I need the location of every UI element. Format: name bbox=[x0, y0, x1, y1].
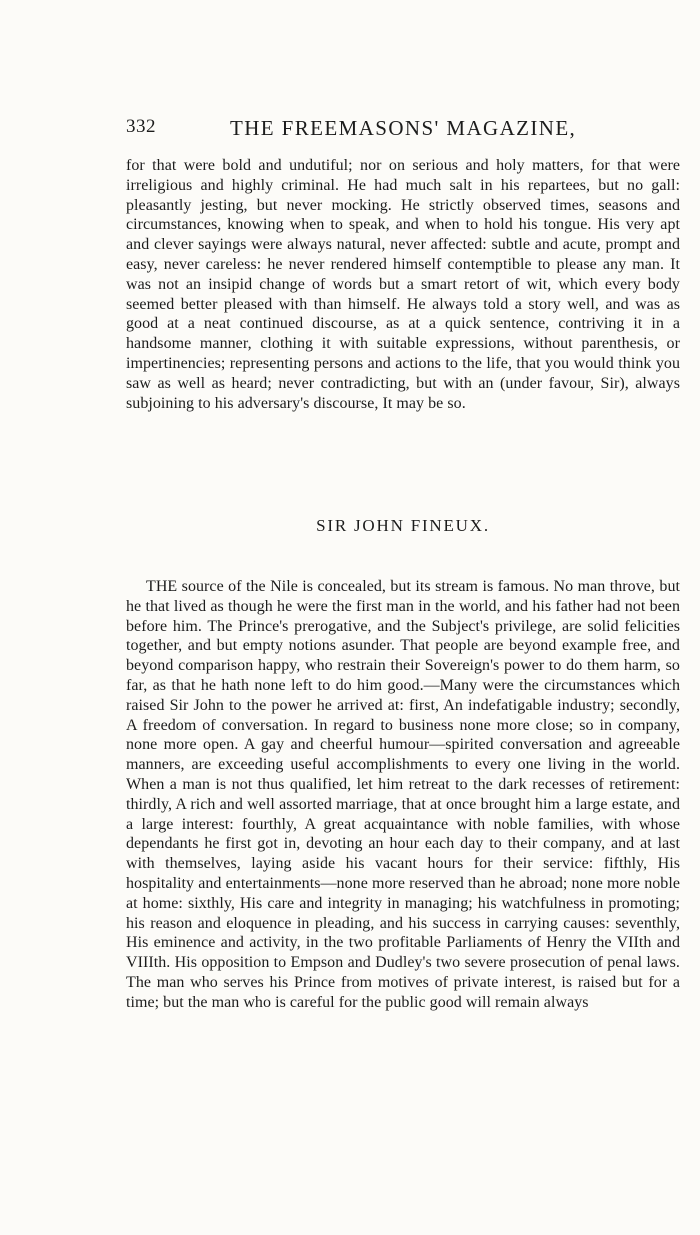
continued-paragraph: for that were bold and undutiful; nor on serious and holy matters, for that were irreligious and highly criminal. He had much salt in his repartees, but no gall: pleasantly jesting, but never mocking. He strictly observed times, seasons and circumstances, knowing when to speak, and when to hold his tongue. His very apt and clever sayings were always natural, never affected: subtle and acute, prompt and easy, never careless: he never rendered himself contemptible to please any man. It was not an insipid change of words but a smart retort of wit, which every body seemed better pleased with than himself. He always told a story well, and was as good at a neat continued discourse, as at a quick sentence, contriving it in a handsome manner, clothing it with suitable expressions, without parenthesis, or impertinencies; representing persons and actions to the life, that you would think you saw as well as heard; never contradicting, but with an (under favour, Sir), always subjoining to his adversary's discourse, It may be so. bbox=[126, 157, 680, 412]
section-heading: SIR JOHN FINEUX. bbox=[316, 516, 490, 535]
section-text-block bbox=[126, 577, 680, 1013]
page-number: 332 bbox=[126, 116, 156, 137]
running-head bbox=[126, 116, 686, 146]
journal-title: THE FREEMASONS' MAGAZINE, bbox=[230, 116, 577, 140]
section-paragraph: THE source of the Nile is concealed, but its stream is famous. No man throve, but he that lived as though he were the first man in the world, and his father had not been before him. The Prince's prerogative, and the Subject's privilege, are solid felicities together, and but empty notions asunder. That people are beyond example free, and beyond comparison happy, who restrain their Sovereign's power to do them harm, so far, as that he hath none left to do him good.—Many were the circumstances which raised Sir John to the power he arrived at: first, An indefatigable industry; secondly, A freedom of conversation. In regard to business none more close; so in company, none more open. A gay and cheerful humour—spirited conversation and agreeable manners, are exceeding useful accomplishments to every one living in the world. When a man is not thus qualified, let him retreat to the dark recesses of retirement: thirdly, A rich and well assorted marriage, that at once brought him a large estate, and a large interest: fourthly, A great acquaintance with noble families, with whose dependants he first got in, devoting an hour each day to their company, and at last with themselves, laying aside his vacant hours for their service: fifthly, His hospitality and entertainments—none more reserved than he abroad; none more noble at home: sixthly, His care and integrity in managing; his watchfulness in promoting; his reason and eloquence in pleading, and his success in carrying causes: seventhly, His eminence and activity, in the two profitable Parliaments of Henry the VIIth and VIIIth. His opposition to Empson and Dudley's two severe prosecution of penal laws. The man who serves his Prince from motives of private interest, is raised but for a time; but the man who is careful for the public good will remain always bbox=[126, 578, 680, 1011]
continued-text-block bbox=[126, 156, 680, 413]
